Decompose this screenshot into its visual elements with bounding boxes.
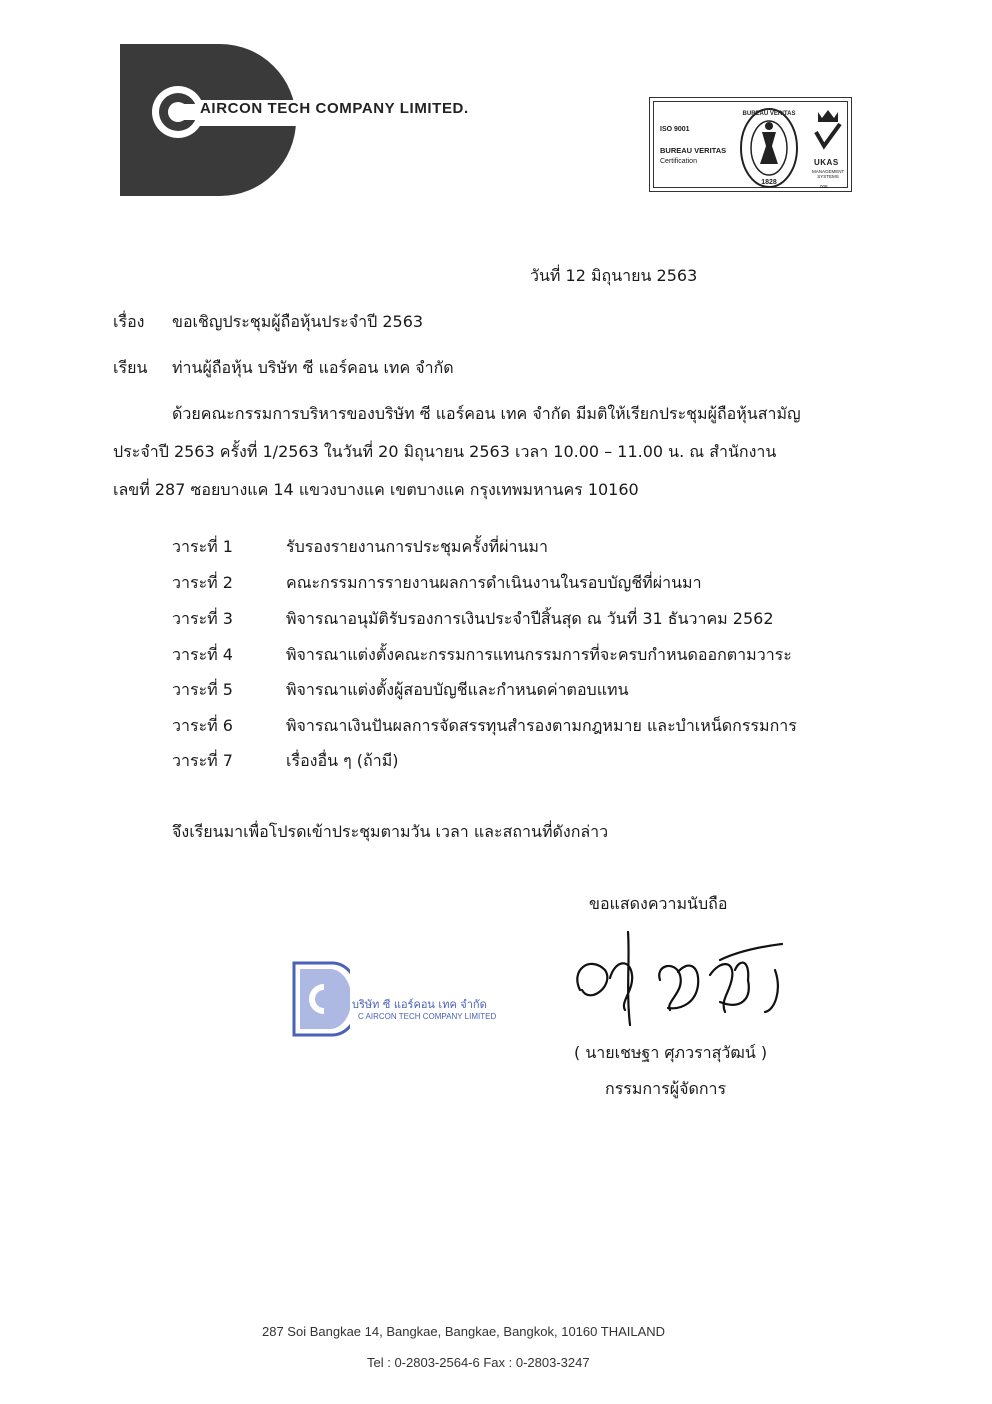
ukas-mark	[806, 106, 850, 190]
agenda-item	[0, 645, 992, 669]
agenda-number: วาระที่ 2	[172, 573, 233, 592]
closing-text: จึงเรียนมาเพื่อโปรดเข้าประชุมตามวัน เวลา และสถานที่ดังกล่าว	[172, 822, 609, 841]
agenda-number: วาระที่ 6	[172, 716, 233, 735]
iso-label: ISO 9001	[660, 126, 690, 133]
agenda-text: รับรองรายงานการประชุมครั้งที่ผ่านมา	[286, 537, 548, 556]
agenda-number: วาระที่ 3	[172, 609, 233, 628]
agenda-text: พิจารณาแต่งตั้งผู้สอบบัญชีและกำหนดค่าตอบแทน	[286, 680, 629, 699]
subject-label: เรื่อง	[113, 312, 145, 331]
subject-text: ขอเชิญประชุมผู้ถือหุ้นประจำปี 2563	[172, 312, 424, 331]
agenda-text: พิจารณาเงินปันผลการจัดสรรทุนสำรองตามกฎหมาย และบำเหน็ดกรรมการ	[286, 716, 797, 735]
agenda-item	[0, 609, 992, 633]
footer-address: 287 Soi Bangkae 14, Bangkae, Bangkae, Bangkok, 10160 THAILAND	[262, 1324, 666, 1339]
signer-name: ( นายเชษฐา ศุภวราสุวัฒน์ )	[574, 1043, 768, 1062]
certification-label: Certification	[660, 158, 697, 165]
agenda-number: วาระที่ 4	[172, 645, 233, 664]
agenda-number: วาระที่ 5	[172, 680, 233, 699]
agenda-number: วาระที่ 1	[172, 537, 233, 556]
seal-year-text: 1828	[761, 179, 777, 186]
recipient-text: ท่านผู้ถือหุ้น บริษัท ซี แอร์คอน เทค จำกัด	[172, 358, 454, 377]
ukas-subtitle: MANAGEMENT SYSTEMS	[812, 169, 845, 179]
agenda-item	[0, 573, 992, 597]
ukas-number: 008	[820, 184, 828, 189]
regards-text: ขอแสดงความนับถือ	[589, 894, 728, 913]
agenda-item	[0, 680, 992, 704]
agenda-text: พิจารณาอนุมัติรับรองการเงินประจำปีสิ้นสุด ณ วันที่ 31 ธันวาคม 2562	[286, 609, 774, 628]
stamp-logo-icon	[280, 955, 350, 1045]
body-line-3: เลขที่ 287 ซอยบางแค 14 แขวงบางแค เขตบางแค กรุงเทพมหานคร 10160	[113, 480, 639, 499]
agenda-text: พิจารณาแต่งตั้งคณะกรรมการแทนกรรมการที่จะครบกำหนดออกตามวาระ	[286, 645, 792, 664]
agenda-item	[0, 716, 992, 740]
footer-contact: Tel : 0-2803-2564-6 Fax : 0-2803-3247	[367, 1355, 590, 1370]
agenda-text: เรื่องอื่น ๆ (ถ้ามี)	[286, 751, 399, 770]
crown-check-icon	[806, 106, 850, 156]
signer-title: กรรมการผู้จัดการ	[605, 1079, 727, 1098]
company-stamp	[280, 955, 520, 1045]
certification-inner-frame	[653, 101, 848, 188]
letter-date: วันที่ 12 มิถุนายน 2563	[530, 266, 698, 285]
ukas-label: UKAS	[814, 158, 839, 167]
bureau-veritas-seal-icon	[738, 106, 800, 190]
agenda-item	[0, 537, 992, 561]
agenda-text: คณะกรรมการรายงานผลการดำเนินงานในรอบบัญชีที่ผ่านมา	[286, 573, 702, 592]
handwritten-signature	[570, 930, 790, 1030]
agenda-number: วาระที่ 7	[172, 751, 233, 770]
seal-top-text: BUREAU VERITAS	[742, 111, 796, 117]
bureau-veritas-label: BUREAU VERITAS	[660, 146, 727, 155]
body-line-2: ประจำปี 2563 ครั้งที่ 1/2563 ในวันที่ 20 มิถุนายน 2563 เวลา 10.00 – 11.00 น. ณ สำนักงาน	[113, 442, 777, 461]
recipient-label: เรียน	[113, 358, 148, 377]
body-line-1: ด้วยคณะกรรมการบริหารของบริษัท ซี แอร์คอน เทค จำกัด มีมติให้เรียกประชุมผู้ถือหุ้นสามัญ	[172, 404, 801, 423]
stamp-thai-text: บริษัท ซี แอร์คอน เทค จำกัด	[352, 998, 487, 1011]
agenda-item	[0, 751, 992, 775]
company-logo-icon	[120, 44, 300, 196]
company-name: AIRCON TECH COMPANY LIMITED.	[200, 100, 469, 117]
certification-box	[649, 97, 852, 192]
stamp-english-text: C AIRCON TECH COMPANY LIMITED	[358, 1012, 497, 1021]
